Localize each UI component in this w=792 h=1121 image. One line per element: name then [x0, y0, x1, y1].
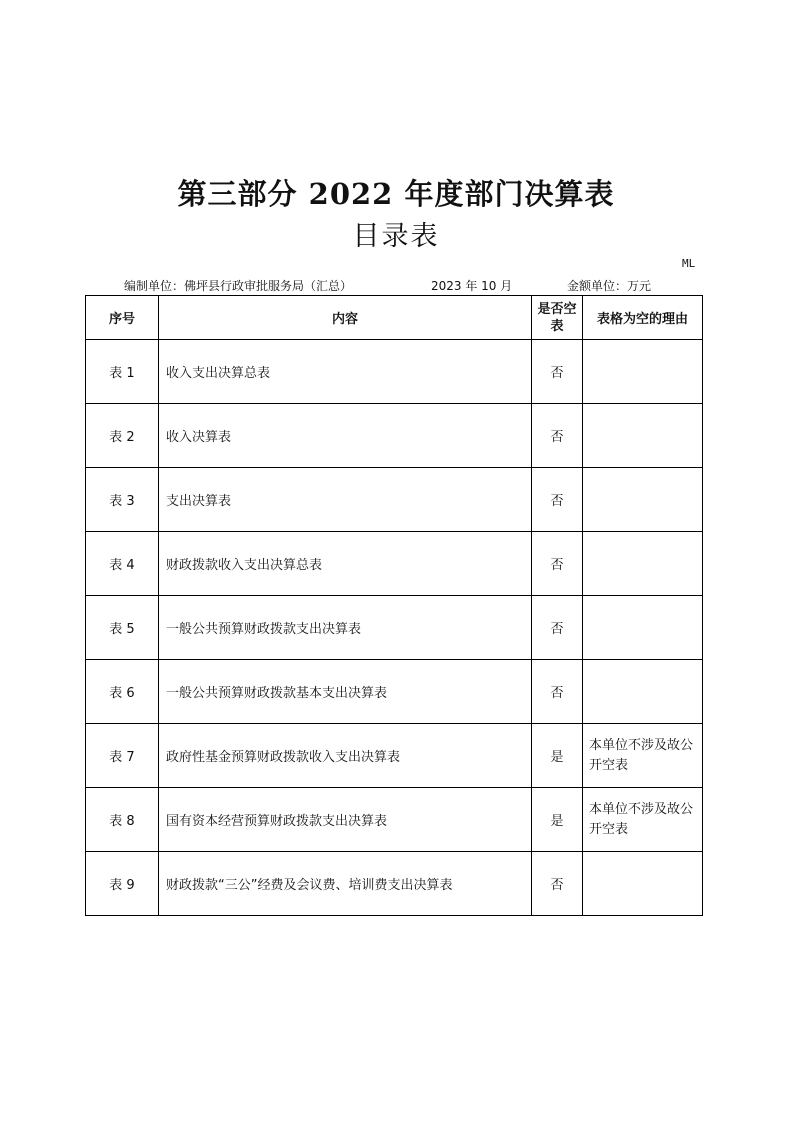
- table-row: [86, 468, 703, 532]
- row-no: 表 9: [86, 852, 159, 916]
- row-is-empty: 是: [532, 724, 583, 788]
- row-no: 表 8: [86, 788, 159, 852]
- report-date: 2023 年 10 月: [431, 279, 513, 293]
- table-row: [86, 404, 703, 468]
- row-content: 一般公共预算财政拨款基本支出决算表: [159, 660, 532, 724]
- table-row: [86, 596, 703, 660]
- row-no: 表 7: [86, 724, 159, 788]
- row-is-empty: 否: [532, 340, 583, 404]
- header-no: 序号: [86, 296, 159, 340]
- row-reason: [583, 532, 703, 596]
- header-reason: 表格为空的理由: [583, 296, 703, 340]
- row-no: 表 3: [86, 468, 159, 532]
- row-reason: 本单位不涉及故公开空表: [583, 724, 703, 788]
- row-reason: 本单位不涉及故公开空表: [583, 788, 703, 852]
- row-content: 一般公共预算财政拨款支出决算表: [159, 596, 532, 660]
- row-content: 收入支出决算总表: [159, 340, 532, 404]
- row-content: 财政拨款收入支出决算总表: [159, 532, 532, 596]
- row-is-empty: 是: [532, 788, 583, 852]
- row-is-empty: 否: [532, 660, 583, 724]
- amount-unit: 金额单位：万元: [567, 279, 652, 293]
- row-is-empty: 否: [532, 468, 583, 532]
- row-content: 收入决算表: [159, 404, 532, 468]
- row-no: 表 1: [86, 340, 159, 404]
- table-header-row: [86, 296, 703, 340]
- row-reason: [583, 468, 703, 532]
- table-row: [86, 660, 703, 724]
- row-reason: [583, 404, 703, 468]
- directory-table: [85, 295, 703, 916]
- row-reason: [583, 596, 703, 660]
- row-no: 表 5: [86, 596, 159, 660]
- row-content: 支出决算表: [159, 468, 532, 532]
- row-is-empty: 否: [532, 852, 583, 916]
- row-is-empty: 否: [532, 404, 583, 468]
- row-reason: [583, 340, 703, 404]
- row-is-empty: 否: [532, 596, 583, 660]
- row-reason: [583, 852, 703, 916]
- header-is-empty: 是否空表: [532, 296, 583, 340]
- table-row: [86, 788, 703, 852]
- row-no: 表 6: [86, 660, 159, 724]
- page-title: 第三部分 2022 年度部门决算表: [177, 177, 615, 211]
- row-content: 财政拨款“三公”经费及会议费、培训费支出决算表: [159, 852, 532, 916]
- row-reason: [583, 660, 703, 724]
- header-content: 内容: [159, 296, 532, 340]
- table-row: [86, 852, 703, 916]
- row-content: 政府性基金预算财政拨款收入支出决算表: [159, 724, 532, 788]
- table-code: ML: [682, 257, 696, 270]
- row-content: 国有资本经营预算财政拨款支出决算表: [159, 788, 532, 852]
- row-is-empty: 否: [532, 532, 583, 596]
- table-row: [86, 340, 703, 404]
- row-no: 表 2: [86, 404, 159, 468]
- page-subtitle: 目录表: [352, 221, 440, 252]
- table-row: [86, 724, 703, 788]
- row-no: 表 4: [86, 532, 159, 596]
- compiling-unit: 编制单位：佛坪县行政审批服务局（汇总）: [124, 279, 353, 293]
- table-row: [86, 532, 703, 596]
